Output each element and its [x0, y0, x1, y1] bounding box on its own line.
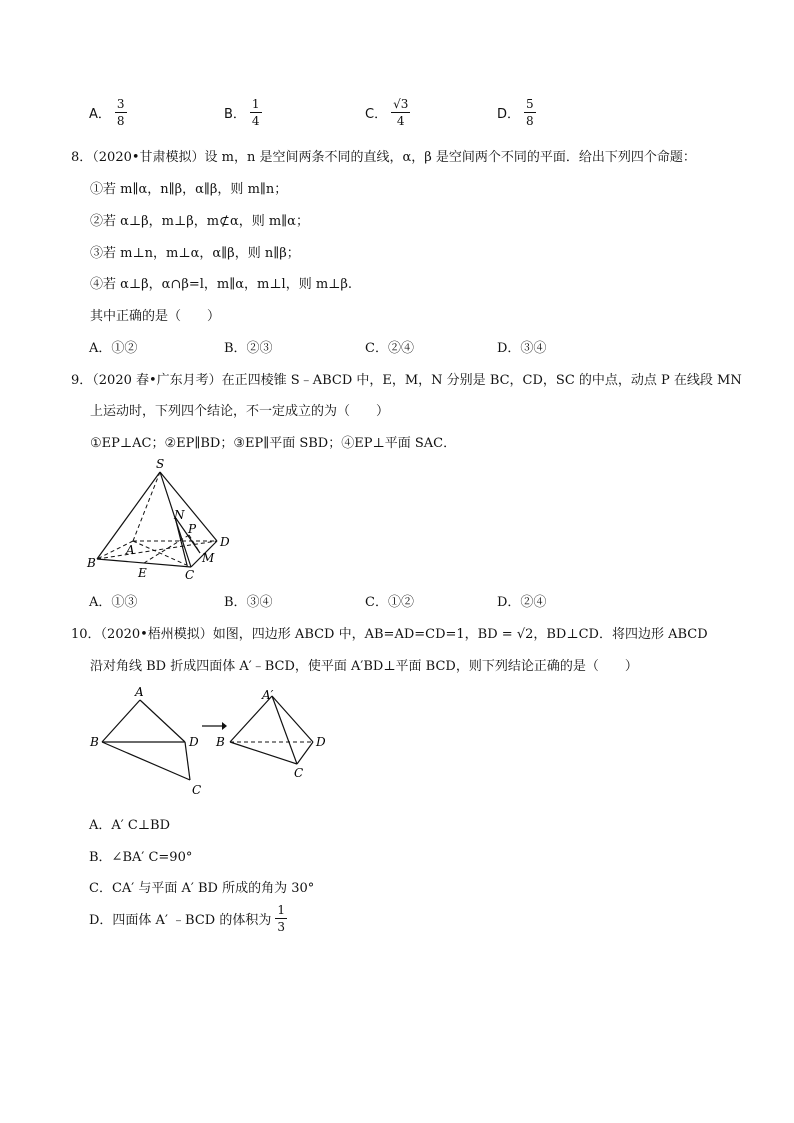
q10-quadrilateral-figure: [88, 682, 213, 797]
q9-label-m: M: [202, 551, 215, 565]
q10-left-label-b: B: [90, 735, 99, 749]
q10-stem-line1: 10．（2020•梧州模拟）如图，四边形 ABCD 中，AB=AD=CD=1，BD = √2，BD⊥CD．将四边形 ABCD: [71, 627, 708, 642]
q10-option-d[interactable]: [89, 904, 287, 933]
q9-label-b: B: [87, 556, 96, 570]
q9-option-d[interactable]: D．②④: [497, 595, 547, 610]
q7-option-c[interactable]: [365, 98, 410, 127]
q7-option-d[interactable]: [497, 98, 536, 127]
q7-option-b-fraction: $\frac{1}{4}$: [251, 97, 260, 128]
q9-label-a: A: [126, 543, 135, 557]
q10-left-label-c: C: [192, 783, 202, 797]
q10-right-label-c: C: [294, 766, 304, 780]
q10-stem-line2: 沿对角线 BD 折成四面体 A′﹣BCD，使平面 A′BD⊥平面 BCD，则下列结论正确的是（ ）: [90, 659, 638, 674]
q7-option-b[interactable]: [224, 98, 262, 127]
q9-option-b[interactable]: B．③④: [224, 595, 273, 610]
q9-pyramid-figure: [85, 455, 250, 580]
q10-left-label-a: A: [135, 685, 144, 699]
q7-option-a-fraction: $\frac{3}{8}$: [116, 97, 125, 128]
q9-label-d: D: [220, 535, 230, 549]
q10-tetrahedron-figure: [214, 682, 339, 782]
q8-question: 其中正确的是（ ）: [90, 309, 221, 324]
q7-option-d-fraction: $\frac{5}{8}$: [526, 97, 534, 128]
q10-right-label-b: B: [216, 735, 225, 749]
q8-option-a[interactable]: A．①②: [89, 341, 138, 356]
q10-right-label-d: D: [316, 735, 326, 749]
q7-option-d-label: D．: [497, 107, 521, 122]
q7-option-a[interactable]: [89, 98, 127, 127]
q10-option-d-text: D．四面体 A′ ﹣BCD 的体积为: [89, 913, 272, 928]
q7-option-c-fraction: $\frac{√3}{4}$: [393, 97, 409, 128]
q9-label-s: S: [156, 457, 165, 471]
q9-option-c[interactable]: C．①②: [365, 595, 414, 610]
q9-option-a[interactable]: A．①③: [89, 595, 138, 610]
q10-option-c[interactable]: C．CA′ 与平面 A′ BD 所成的角为 30°: [89, 881, 315, 896]
q10-option-b[interactable]: B．∠BA′ C=90°: [89, 850, 193, 865]
q10-right-label-a-prime: A′: [262, 688, 274, 702]
q9-stem-line1: 9．（2020 春•广东月考）在正四棱锥 S﹣ABCD 中，E，M，N 分别是 BC，CD，SC 的中点，动点 P 在线段 MN: [71, 373, 742, 388]
q8-proposition-2: ②若 α⊥β，m⊥β，m⊄α，则 m∥α；: [90, 214, 309, 229]
q10-left-label-d: D: [189, 735, 199, 749]
q9-label-p: P: [188, 522, 197, 536]
q8-option-d[interactable]: D．③④: [497, 341, 547, 356]
q8-proposition-1: ①若 m∥α，n∥β，α∥β，则 m∥n；: [90, 182, 288, 197]
q8-proposition-4: ④若 α⊥β，α∩β=l，m∥α，m⊥l，则 m⊥β.: [90, 277, 353, 292]
q9-label-e: E: [138, 566, 147, 580]
q10-option-d-fraction: $\frac{1}{3}$: [277, 903, 285, 934]
q9-label-n: N: [174, 508, 185, 522]
q10-option-a[interactable]: A．A′ C⊥BD: [89, 818, 171, 833]
q8-option-b[interactable]: B．②③: [224, 341, 273, 356]
q7-option-c-label: C．: [365, 107, 388, 122]
q9-stem-line2: 上运动时，下列四个结论，不一定成立的为（ ）: [90, 404, 390, 419]
q9-conclusions: ①EP⊥AC；②EP∥BD；③EP∥平面 SBD；④EP⊥平面 SAC．: [90, 436, 457, 451]
q8-stem: 8．（2020•甘肃模拟）设 m，n 是空间两条不同的直线，α，β 是空间两个不同的平面．给出下列四个命题：: [71, 150, 696, 165]
q8-option-c[interactable]: C．②④: [365, 341, 414, 356]
q9-label-c: C: [185, 568, 195, 580]
q8-proposition-3: ③若 m⊥n，m⊥α，α∥β，则 n∥β；: [90, 246, 300, 261]
q7-option-b-label: B．: [224, 107, 246, 122]
q7-option-a-label: A．: [89, 107, 111, 122]
